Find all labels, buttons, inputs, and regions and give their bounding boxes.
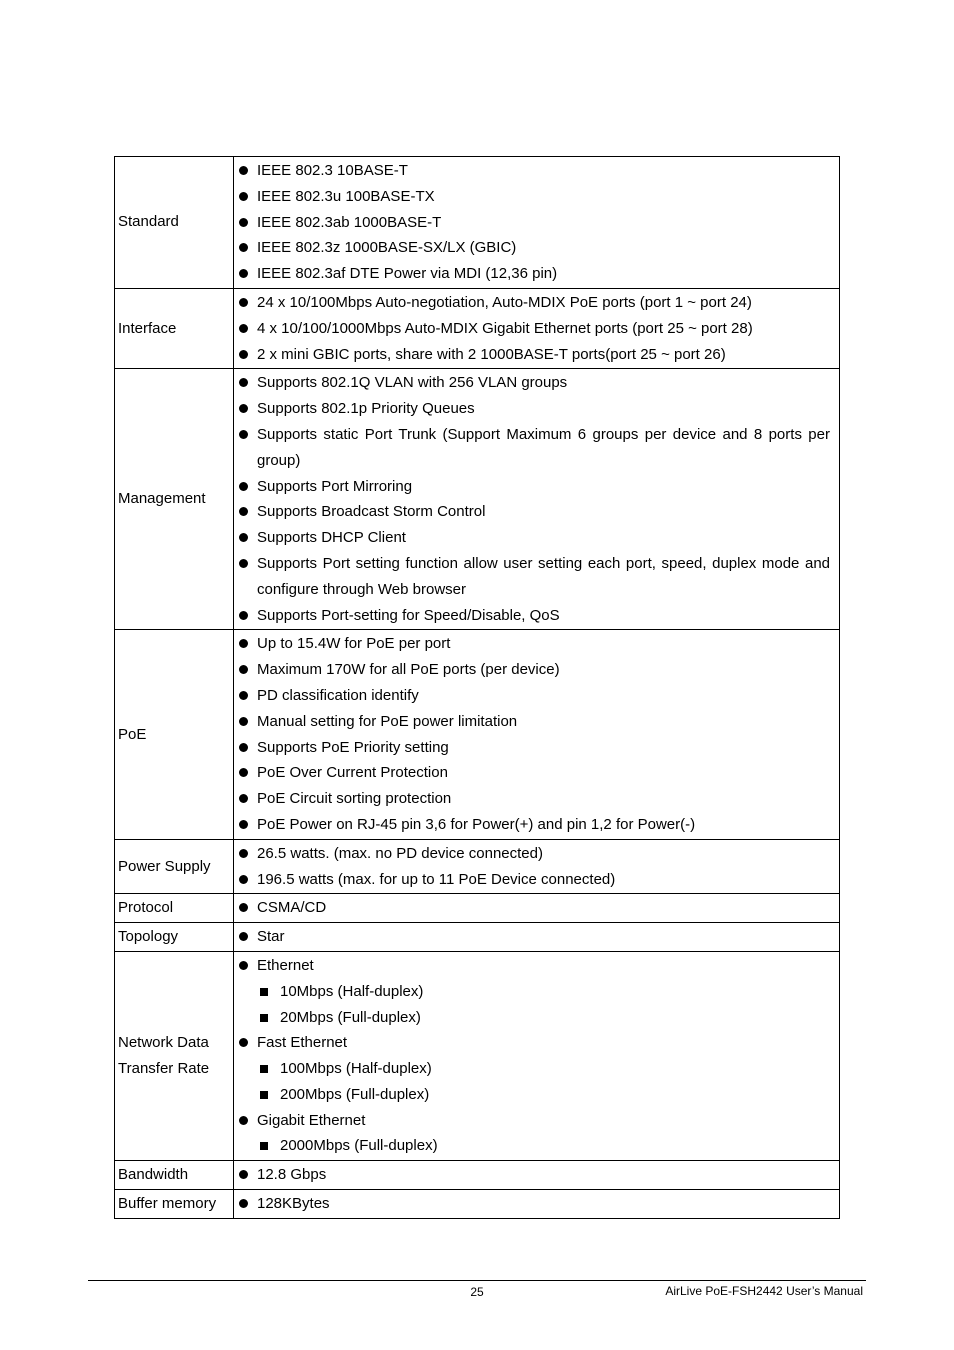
page-number: 25: [470, 1285, 484, 1299]
spec-bullet-item: Supports Port setting function allow user setting each port, speed, duplex mode and configure through Web browser: [237, 551, 830, 603]
spec-label: Network Data Transfer Rate: [115, 951, 234, 1160]
spec-bullet-item: IEEE 802.3u 100BASE-TX: [237, 184, 830, 210]
spec-label: Buffer memory: [115, 1190, 234, 1219]
spec-bullet-item: 12.8 Gbps: [237, 1162, 830, 1188]
spec-bullet-item: Maximum 170W for all PoE ports (per device): [237, 657, 830, 683]
spec-label: Protocol: [115, 894, 234, 923]
spec-row: [115, 951, 840, 1160]
spec-row: [115, 839, 840, 894]
spec-bullet-item: Supports PoE Priority setting: [237, 735, 830, 761]
spec-bullet-item: PoE Power on RJ-45 pin 3,6 for Power(+) and pin 1,2 for Power(-): [237, 812, 830, 838]
spec-sub-bullet-item: 100Mbps (Half-duplex): [237, 1056, 830, 1082]
spec-bullet-item: Ethernet: [237, 953, 830, 979]
spec-sub-bullet-item: 20Mbps (Full-duplex): [237, 1005, 830, 1031]
spec-values: [234, 894, 840, 923]
spec-values: [234, 1161, 840, 1190]
spec-sub-bullet-item: 200Mbps (Full-duplex): [237, 1082, 830, 1108]
spec-bullet-item: PoE Over Current Protection: [237, 760, 830, 786]
specification-table: [114, 156, 840, 1219]
spec-values: [234, 951, 840, 1160]
spec-bullet-item: Supports DHCP Client: [237, 525, 830, 551]
spec-bullet-list: [237, 158, 830, 287]
manual-title: AirLive PoE-FSH2442 User’s Manual: [665, 1284, 863, 1298]
spec-bullet-item: Up to 15.4W for PoE per port: [237, 631, 830, 657]
footer-divider: [88, 1280, 866, 1281]
spec-bullet-item: Supports Port Mirroring: [237, 474, 830, 500]
spec-bullet-item: Fast Ethernet: [237, 1030, 830, 1056]
spec-label: Topology: [115, 923, 234, 952]
spec-bullet-item: Star: [237, 924, 830, 950]
spec-bullet-list: [237, 895, 830, 921]
spec-bullet-list: [237, 290, 830, 367]
spec-label: Power Supply: [115, 839, 234, 894]
spec-values: [234, 288, 840, 368]
spec-bullet-item: IEEE 802.3 10BASE-T: [237, 158, 830, 184]
spec-bullet-item: Supports 802.1Q VLAN with 256 VLAN groups: [237, 370, 830, 396]
spec-row: [115, 369, 840, 630]
spec-label: Management: [115, 369, 234, 630]
spec-bullet-item: IEEE 802.3z 1000BASE-SX/LX (GBIC): [237, 235, 830, 261]
spec-label: PoE: [115, 630, 234, 839]
spec-bullet-item: 128KBytes: [237, 1191, 830, 1217]
spec-bullet-item: Manual setting for PoE power limitation: [237, 709, 830, 735]
spec-bullet-list: [237, 953, 830, 1159]
spec-bullet-item: PD classification identify: [237, 683, 830, 709]
spec-values: [234, 923, 840, 952]
spec-values: [234, 369, 840, 630]
spec-bullet-item: 2 x mini GBIC ports, share with 2 1000BASE-T ports(port 25 ~ port 26): [237, 342, 830, 368]
spec-bullet-list: [237, 631, 830, 837]
spec-values: [234, 157, 840, 289]
spec-values: [234, 839, 840, 894]
spec-row: [115, 1161, 840, 1190]
spec-row: [115, 1190, 840, 1219]
spec-label: Interface: [115, 288, 234, 368]
spec-label: Standard: [115, 157, 234, 289]
spec-row: [115, 923, 840, 952]
spec-bullet-item: IEEE 802.3ab 1000BASE-T: [237, 210, 830, 236]
spec-sub-bullet-item: 2000Mbps (Full-duplex): [237, 1133, 830, 1159]
spec-bullet-item: Supports static Port Trunk (Support Maximum 6 groups per device and 8 ports per group): [237, 422, 830, 474]
spec-bullet-list: [237, 1162, 830, 1188]
spec-bullet-item: 24 x 10/100Mbps Auto-negotiation, Auto-MDIX PoE ports (port 1 ~ port 24): [237, 290, 830, 316]
spec-bullet-item: Gigabit Ethernet: [237, 1108, 830, 1134]
spec-bullet-list: [237, 1191, 830, 1217]
spec-bullet-item: Supports Broadcast Storm Control: [237, 499, 830, 525]
spec-row: [115, 894, 840, 923]
specification-table-body: [115, 157, 840, 1219]
spec-bullet-item: Supports Port-setting for Speed/Disable, QoS: [237, 603, 830, 629]
spec-label: Bandwidth: [115, 1161, 234, 1190]
spec-bullet-item: 26.5 watts. (max. no PD device connected): [237, 841, 830, 867]
spec-values: [234, 1190, 840, 1219]
spec-bullet-list: [237, 924, 830, 950]
spec-sub-bullet-item: 10Mbps (Half-duplex): [237, 979, 830, 1005]
spec-bullet-item: 196.5 watts (max. for up to 11 PoE Device connected): [237, 867, 830, 893]
spec-row: [115, 288, 840, 368]
spec-row: [115, 157, 840, 289]
spec-bullet-list: [237, 841, 830, 893]
spec-bullet-item: CSMA/CD: [237, 895, 830, 921]
spec-bullet-list: [237, 370, 830, 628]
spec-bullet-item: Supports 802.1p Priority Queues: [237, 396, 830, 422]
spec-row: [115, 630, 840, 839]
spec-values: [234, 630, 840, 839]
spec-bullet-item: 4 x 10/100/1000Mbps Auto-MDIX Gigabit Ethernet ports (port 25 ~ port 28): [237, 316, 830, 342]
spec-bullet-item: IEEE 802.3af DTE Power via MDI (12,36 pin): [237, 261, 830, 287]
spec-bullet-item: PoE Circuit sorting protection: [237, 786, 830, 812]
